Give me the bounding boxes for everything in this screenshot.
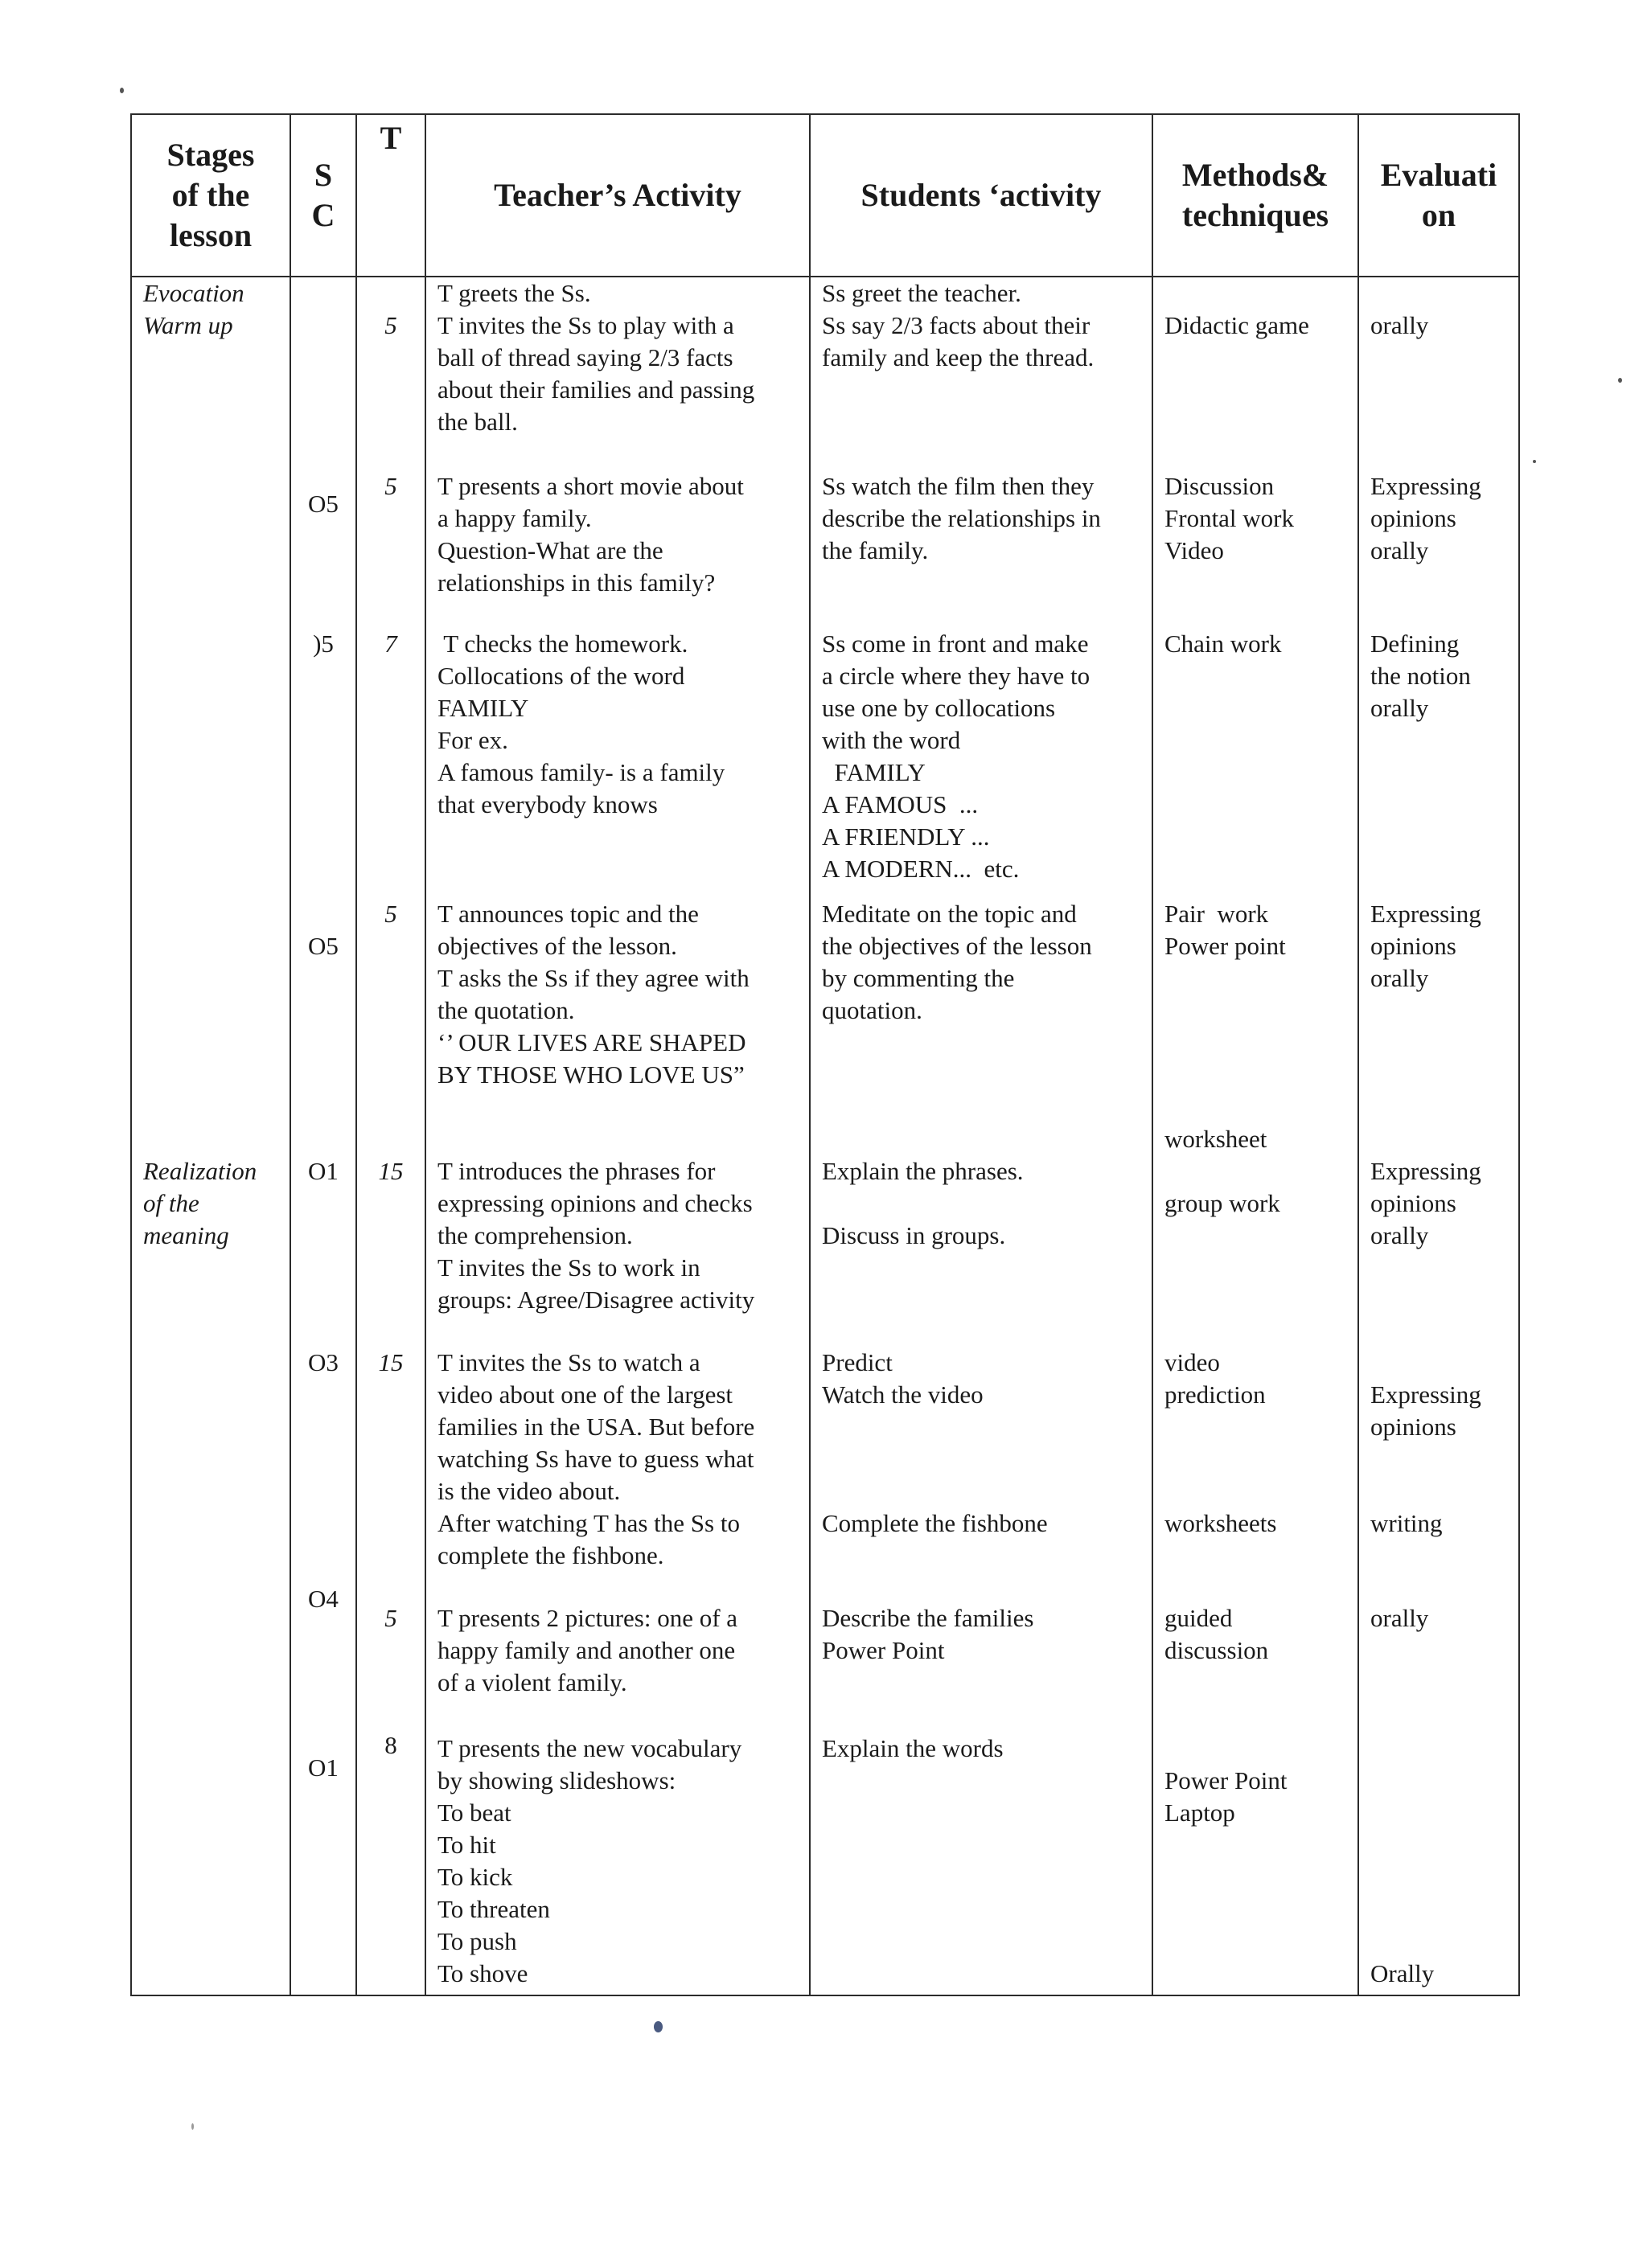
cell-line: Explain the words [822,1734,1004,1762]
cell-line: T checks the homework. [437,630,688,658]
cell-line: Orally [1370,1959,1435,1987]
teacher-activity-cell [425,628,810,898]
cell-line: T presents a short movie about [437,472,744,500]
header-stages: Stages of the lesson [131,114,290,277]
students-activity-cell [810,628,1152,898]
stage-cell [131,1602,290,1733]
time-cell [356,1155,425,1347]
scan-speck [1533,460,1536,463]
methods-cell [1152,277,1358,470]
lesson-plan-table [130,113,1520,1996]
cell-line [1370,277,1507,310]
cell-line: O1 [308,1157,339,1185]
cell-line: the quotation. [437,996,575,1024]
cell-line [302,898,344,930]
cell-line: orally [1370,694,1429,722]
cell-line: 5 [384,1604,397,1632]
evaluation-cell [1358,277,1519,470]
methods-cell [1152,1602,1358,1733]
cell-line: Expressing [1370,900,1481,928]
evaluation-cell [1358,1347,1519,1602]
cell-line: a happy family. [437,504,592,532]
cell-line: Expressing [1370,472,1481,500]
cell-line: about their families and passing [437,375,755,404]
lesson-plan-body [131,277,1519,1995]
header-methods: Methods& techniques [1152,114,1358,277]
cell-line: by showing slideshows: [437,1766,676,1794]
cell-line: 7 [384,630,397,658]
evaluation-cell [1358,898,1519,1155]
cell-line: opinions [1370,1413,1456,1441]
cell-line [1164,1475,1346,1507]
cell-line: Chain work [1164,630,1282,658]
stage-cell [131,277,290,470]
cell-line [1370,1765,1507,1797]
header-sc: S C [290,114,356,277]
methods-cell [1152,898,1358,1155]
sc-cell [290,470,356,628]
cell-line: guided [1164,1604,1233,1632]
cell-line: by commenting the [822,964,1015,992]
cell-line [1164,1443,1346,1475]
cell-line: O4 [308,1585,339,1613]
stage-cell [131,898,290,1155]
cell-line [1164,1733,1346,1765]
lesson-row [131,1602,1519,1733]
cell-line: writing [1370,1509,1443,1537]
methods-cell [1152,1155,1358,1347]
cell-line [822,1475,1140,1507]
cell-line: Collocations of the word [437,662,685,690]
cell-line: is the video about. [437,1477,621,1505]
cell-line: To threaten [437,1895,550,1923]
cell-line [1164,962,1346,995]
cell-line: objectives of the lesson. [437,932,677,960]
evaluation-cell [1358,470,1519,628]
cell-line: Power Point [822,1636,945,1664]
sc-cell [290,1155,356,1347]
cell-line: describe the relationships in [822,504,1101,532]
cell-line: worksheet [1164,1125,1267,1153]
students-activity-cell [810,1733,1152,1995]
cell-line: Question-What are the [437,536,663,564]
cell-line: Video [1164,536,1224,564]
cell-line: that everybody knows [437,790,658,818]
cell-line: of a violent family. [437,1668,627,1696]
cell-line: A famous family- is a family [437,758,725,786]
header-evaluation: Evaluati on [1358,114,1519,277]
methods-cell [1152,628,1358,898]
students-activity-cell [810,898,1152,1155]
students-activity-cell [810,1155,1152,1347]
cell-line: groups: Agree/Disagree activity [437,1286,755,1314]
sc-cell [290,898,356,1155]
students-activity-cell [810,277,1152,470]
cell-line: O3 [308,1348,339,1376]
cell-line [1370,1861,1507,1893]
cell-line: Evocation [143,279,244,307]
scan-speck [654,2021,663,2032]
cell-line: opinions [1370,1189,1456,1217]
cell-line: ‘’ OUR LIVES ARE SHAPED [437,1028,746,1056]
cell-line: 15 [378,1157,404,1185]
evaluation-cell [1358,1733,1519,1995]
cell-line: prediction [1164,1380,1266,1409]
sc-cell [290,1733,356,1995]
cell-line: opinions [1370,504,1456,532]
cell-line: T presents 2 pictures: one of a [437,1604,738,1632]
cell-line [1164,995,1346,1027]
cell-line: Ss greet the teacher. [822,279,1021,307]
cell-line: video [1164,1348,1220,1376]
teacher-activity-cell [425,1347,810,1602]
cell-line: Meditate on the topic and [822,900,1077,928]
cell-line: watching Ss have to guess what [437,1445,754,1473]
cell-line: To push [437,1927,517,1955]
time-cell [356,1347,425,1602]
cell-line [822,1187,1140,1220]
cell-line: complete the fishbone. [437,1541,664,1569]
cell-line: a circle where they have to [822,662,1090,690]
cell-line: T invites the Ss to play with a [437,311,734,339]
time-cell [356,470,425,628]
cell-line: For ex. [437,726,508,754]
cell-line: Complete the fishbone [822,1509,1048,1537]
time-cell [356,898,425,1155]
sc-cell [290,1347,356,1602]
cell-line: A MODERN... etc. [822,855,1020,883]
header-time: T [356,114,425,277]
cell-line: T presents the new vocabulary [437,1734,742,1762]
cell-line: To hit [437,1831,496,1859]
cell-line: T invites the Ss to work in [437,1253,700,1282]
cell-line: Watch the video [822,1380,984,1409]
cell-line [1370,1797,1507,1829]
teacher-activity-cell [425,1602,810,1733]
cell-line: of the [143,1189,199,1217]
cell-line: ball of thread saying 2/3 facts [437,343,733,371]
students-activity-cell [810,1602,1152,1733]
cell-line: discussion [1164,1636,1269,1664]
stage-cell [131,1347,290,1602]
cell-line: orally [1370,1221,1429,1249]
cell-line [1370,1893,1507,1926]
cell-line: Explain the phrases. [822,1157,1024,1185]
cell-line: quotation. [822,996,922,1024]
cell-line: Ss say 2/3 facts about their [822,311,1090,339]
cell-line: 5 [384,472,397,500]
cell-line: 8 [384,1731,397,1759]
cell-line: O1 [308,1753,339,1782]
cell-line [1164,1059,1346,1091]
cell-line [1370,1829,1507,1861]
scan-speck [1618,378,1622,383]
cell-line: A FAMOUS ... [822,790,979,818]
stage-cell [131,1155,290,1347]
cell-line: Discussion [1164,472,1275,500]
lesson-row [131,470,1519,628]
sc-cell [290,277,356,470]
teacher-activity-cell [425,1155,810,1347]
methods-cell [1152,1733,1358,1995]
cell-line: Discuss in groups. [822,1221,1006,1249]
cell-line: worksheets [1164,1509,1277,1537]
cell-line [822,1443,1140,1475]
stage-cell [131,1733,290,1995]
cell-line: orally [1370,1604,1429,1632]
cell-line: orally [1370,536,1429,564]
cell-line: Power point [1164,932,1286,960]
time-cell [356,1602,425,1733]
cell-line: Warm up [143,311,233,339]
teacher-activity-cell [425,277,810,470]
teacher-activity-cell [425,898,810,1155]
header-teacher-activity: Teacher’s Activity [425,114,810,277]
cell-line [1370,1347,1507,1379]
cell-line: Laptop [1164,1798,1235,1827]
cell-line [1370,1443,1507,1475]
cell-line [1164,1411,1346,1443]
cell-line [1164,277,1346,310]
cell-line: group work [1164,1189,1280,1217]
cell-line: FAMILY [822,758,926,786]
cell-line: video about one of the largest [437,1380,733,1409]
sc-cell [290,628,356,898]
cell-line: happy family and another one [437,1636,736,1664]
lesson-row [131,898,1519,1155]
lesson-row [131,277,1519,470]
cell-line: the ball. [437,408,518,436]
cell-line: T asks the Ss if they agree with [437,964,750,992]
lesson-row [131,1155,1519,1347]
cell-line: To beat [437,1798,511,1827]
cell-line [1370,1733,1507,1765]
cell-line: Expressing [1370,1157,1481,1185]
cell-line: To shove [437,1959,528,1987]
cell-line: orally [1370,964,1429,992]
cell-line: with the word [822,726,961,754]
cell-line: T greets the Ss. [437,279,591,307]
cell-line: Realization [143,1157,257,1185]
cell-line: family and keep the thread. [822,343,1095,371]
teacher-activity-cell [425,1733,810,1995]
cell-line: Frontal work [1164,504,1295,532]
evaluation-cell [1358,1602,1519,1733]
cell-line: To kick [437,1863,513,1891]
cell-line: relationships in this family? [437,568,716,597]
cell-line [1164,1155,1346,1187]
cell-line: 5 [384,900,397,928]
evaluation-cell [1358,628,1519,898]
cell-line: FAMILY [437,694,529,722]
cell-line: Ss come in front and make [822,630,1089,658]
cell-line: Didactic game [1164,311,1309,339]
cell-line: After watching T has the Ss to [437,1509,740,1537]
header-students-activity: Students ‘activity [810,114,1152,277]
cell-line: the objectives of the lesson [822,932,1092,960]
time-cell [356,277,425,470]
students-activity-cell [810,1347,1152,1602]
cell-line: O5 [308,490,339,518]
scan-speck [120,88,124,93]
cell-line: Power Point [1164,1766,1288,1794]
cell-line [1370,1475,1507,1507]
stage-cell [131,628,290,898]
time-cell [356,1733,425,1995]
cell-line: T invites the Ss to watch a [437,1348,700,1376]
cell-line: the family. [822,536,929,564]
cell-line: Predict [822,1348,893,1376]
methods-cell [1152,1347,1358,1602]
cell-line: T introduces the phrases for [437,1157,716,1185]
cell-line: Describe the families [822,1604,1034,1632]
teacher-activity-cell [425,470,810,628]
cell-line: orally [1370,311,1429,339]
time-cell [356,628,425,898]
cell-line: the notion [1370,662,1471,690]
lesson-row [131,1347,1519,1602]
cell-line: Ss watch the film then they [822,472,1095,500]
header-row [131,114,1519,277]
cell-line [1164,1091,1346,1123]
cell-line: 5 [384,311,397,339]
cell-line [1164,1027,1346,1059]
cell-line: use one by collocations [822,694,1056,722]
students-activity-cell [810,470,1152,628]
lesson-row [131,1733,1519,1995]
sc-cell [290,1585,356,1733]
cell-line: 15 [378,1348,404,1376]
cell-line: meaning [143,1221,229,1249]
cell-line: families in the USA. But before [437,1413,755,1441]
cell-line: BY THOSE WHO LOVE US” [437,1060,745,1089]
cell-line: T announces topic and the [437,900,699,928]
cell-line: O5 [308,932,339,960]
methods-cell [1152,470,1358,628]
cell-line: Expressing [1370,1380,1481,1409]
cell-line: the comprehension. [437,1221,633,1249]
scan-speck [191,2123,194,2130]
cell-line [822,1411,1140,1443]
cell-line: opinions [1370,932,1456,960]
evaluation-cell [1358,1155,1519,1347]
cell-line: Defining [1370,630,1460,658]
cell-line: Pair work [1164,900,1269,928]
cell-line [1370,1926,1507,1958]
stage-cell [131,470,290,628]
cell-line: A FRIENDLY ... [822,822,990,851]
cell-line: expressing opinions and checks [437,1189,753,1217]
lesson-row [131,628,1519,898]
cell-line: )5 [313,630,334,658]
